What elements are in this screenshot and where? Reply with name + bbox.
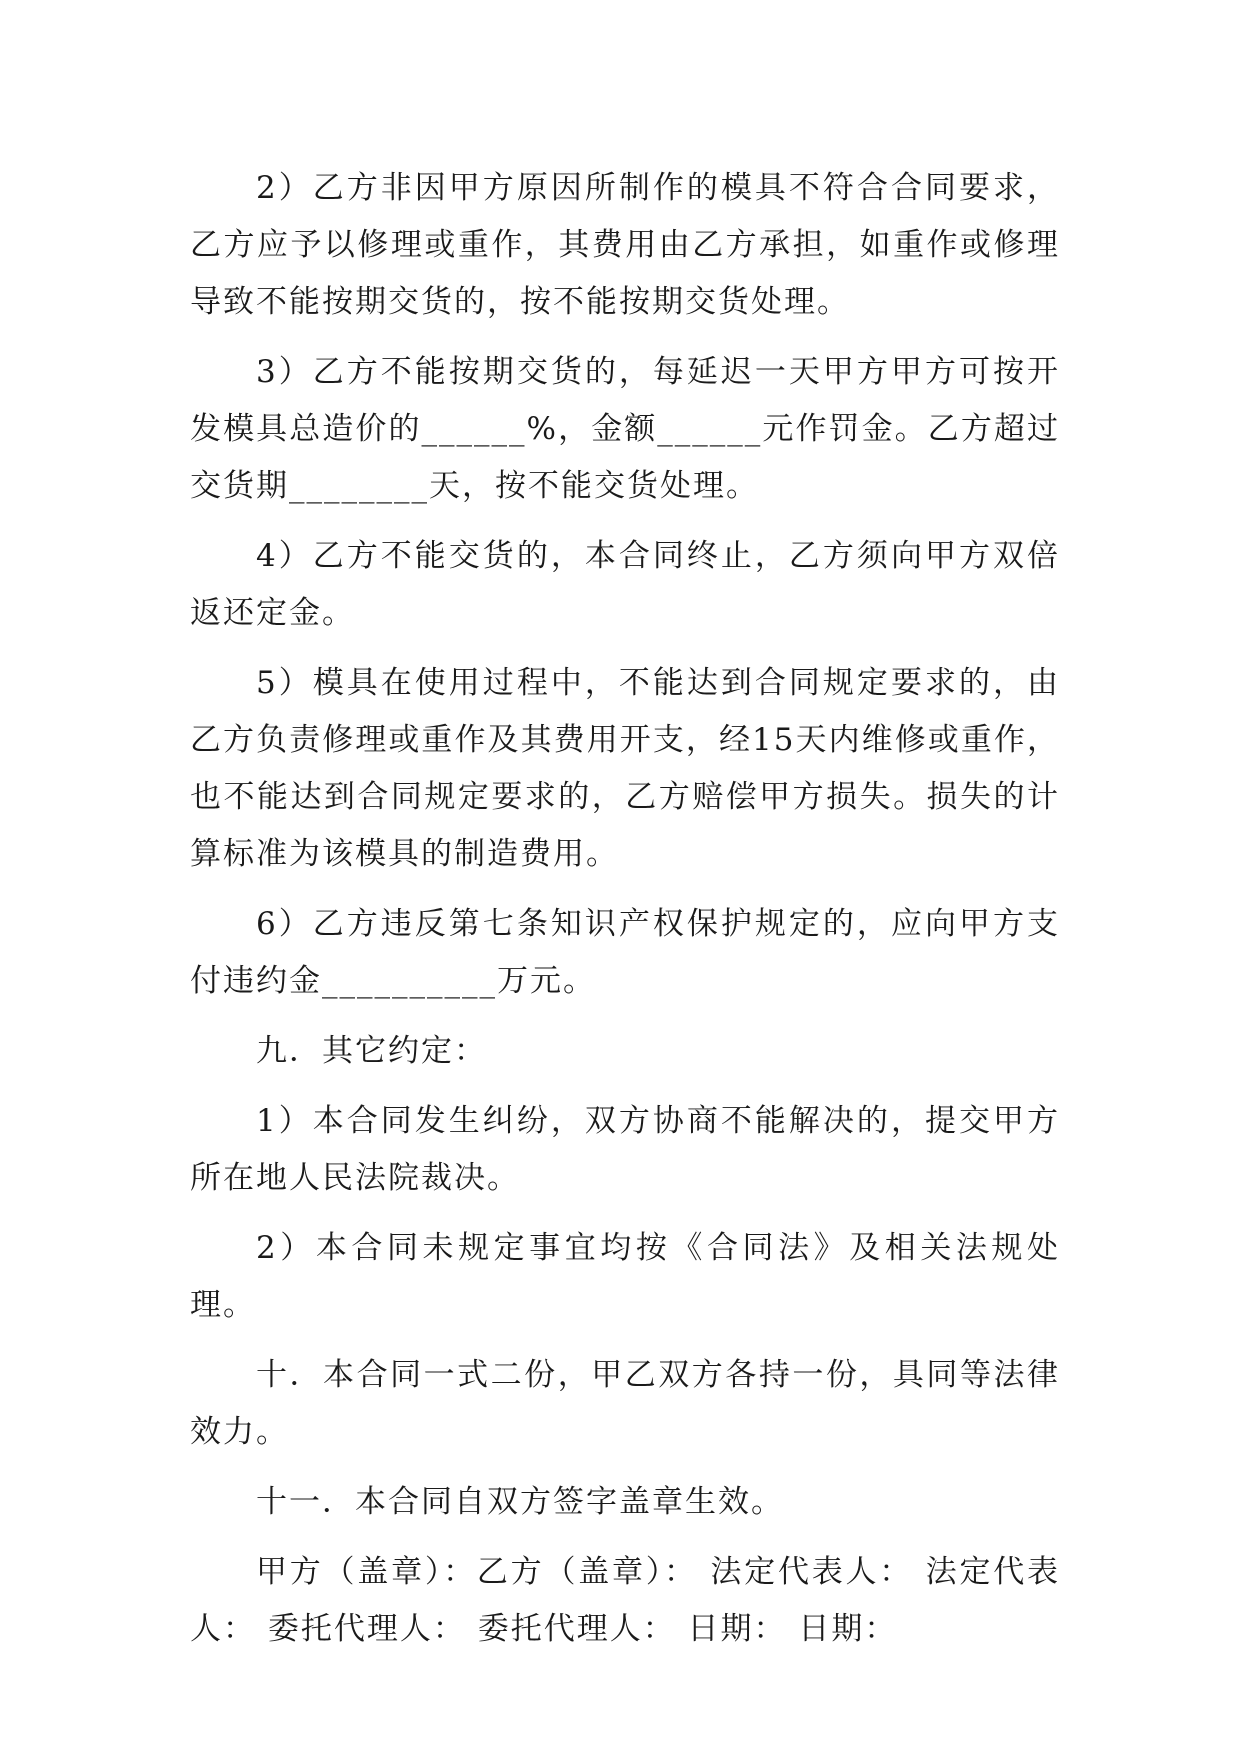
clause-8-6-paragraph: 6）乙方违反第七条知识产权保护规定的，应向甲方支付违约金__________万元。 [190,906,1060,999]
clause-9-1-paragraph: 1）本合同发生纠纷，双方协商不能解决的，提交甲方所在地人民法院裁决。 [190,1103,1060,1196]
section-9-heading: 九．其它约定： [256,1033,487,1069]
clause-9-2-paragraph: 2）本合同未规定事宜均按《合同法》及相关法规处理。 [190,1230,1060,1323]
clause-8-3-paragraph: 3）乙方不能按期交货的，每延迟一天甲方甲方可按开发模具总造价的______%，金额______元作罚金。乙方超过交货期________天，按不能交货处理。 [190,354,1060,504]
clause-8-5-paragraph: 5）模具在使用过程中，不能达到合同规定要求的，由乙方负责修理或重作及其费用开支，经15天内维修或重作，也不能达到合同规定要求的，乙方赔偿甲方损失。损失的计算标准为该模具的制造费用。 [190,665,1060,872]
section-11-paragraph: 十一．本合同自双方签字盖章生效。 [256,1484,784,1520]
signature-block: 甲方（盖章）：乙方（盖章）： 法定代表人： 法定代表人： 委托代理人： 委托代理人： 日期： 日期： [190,1554,1060,1647]
clause-8-4-paragraph: 4）乙方不能交货的，本合同终止，乙方须向甲方双倍返还定金。 [190,538,1060,631]
clause-8-2-paragraph: 2）乙方非因甲方原因所制作的模具不符合合同要求，乙方应予以修理或重作，其费用由乙方承担，如重作或修理导致不能按期交货的，按不能按期交货处理。 [190,170,1060,320]
document-page [190,160,1060,1671]
section-10-paragraph: 十．本合同一式二份，甲乙双方各持一份，具同等法律效力。 [190,1357,1060,1450]
